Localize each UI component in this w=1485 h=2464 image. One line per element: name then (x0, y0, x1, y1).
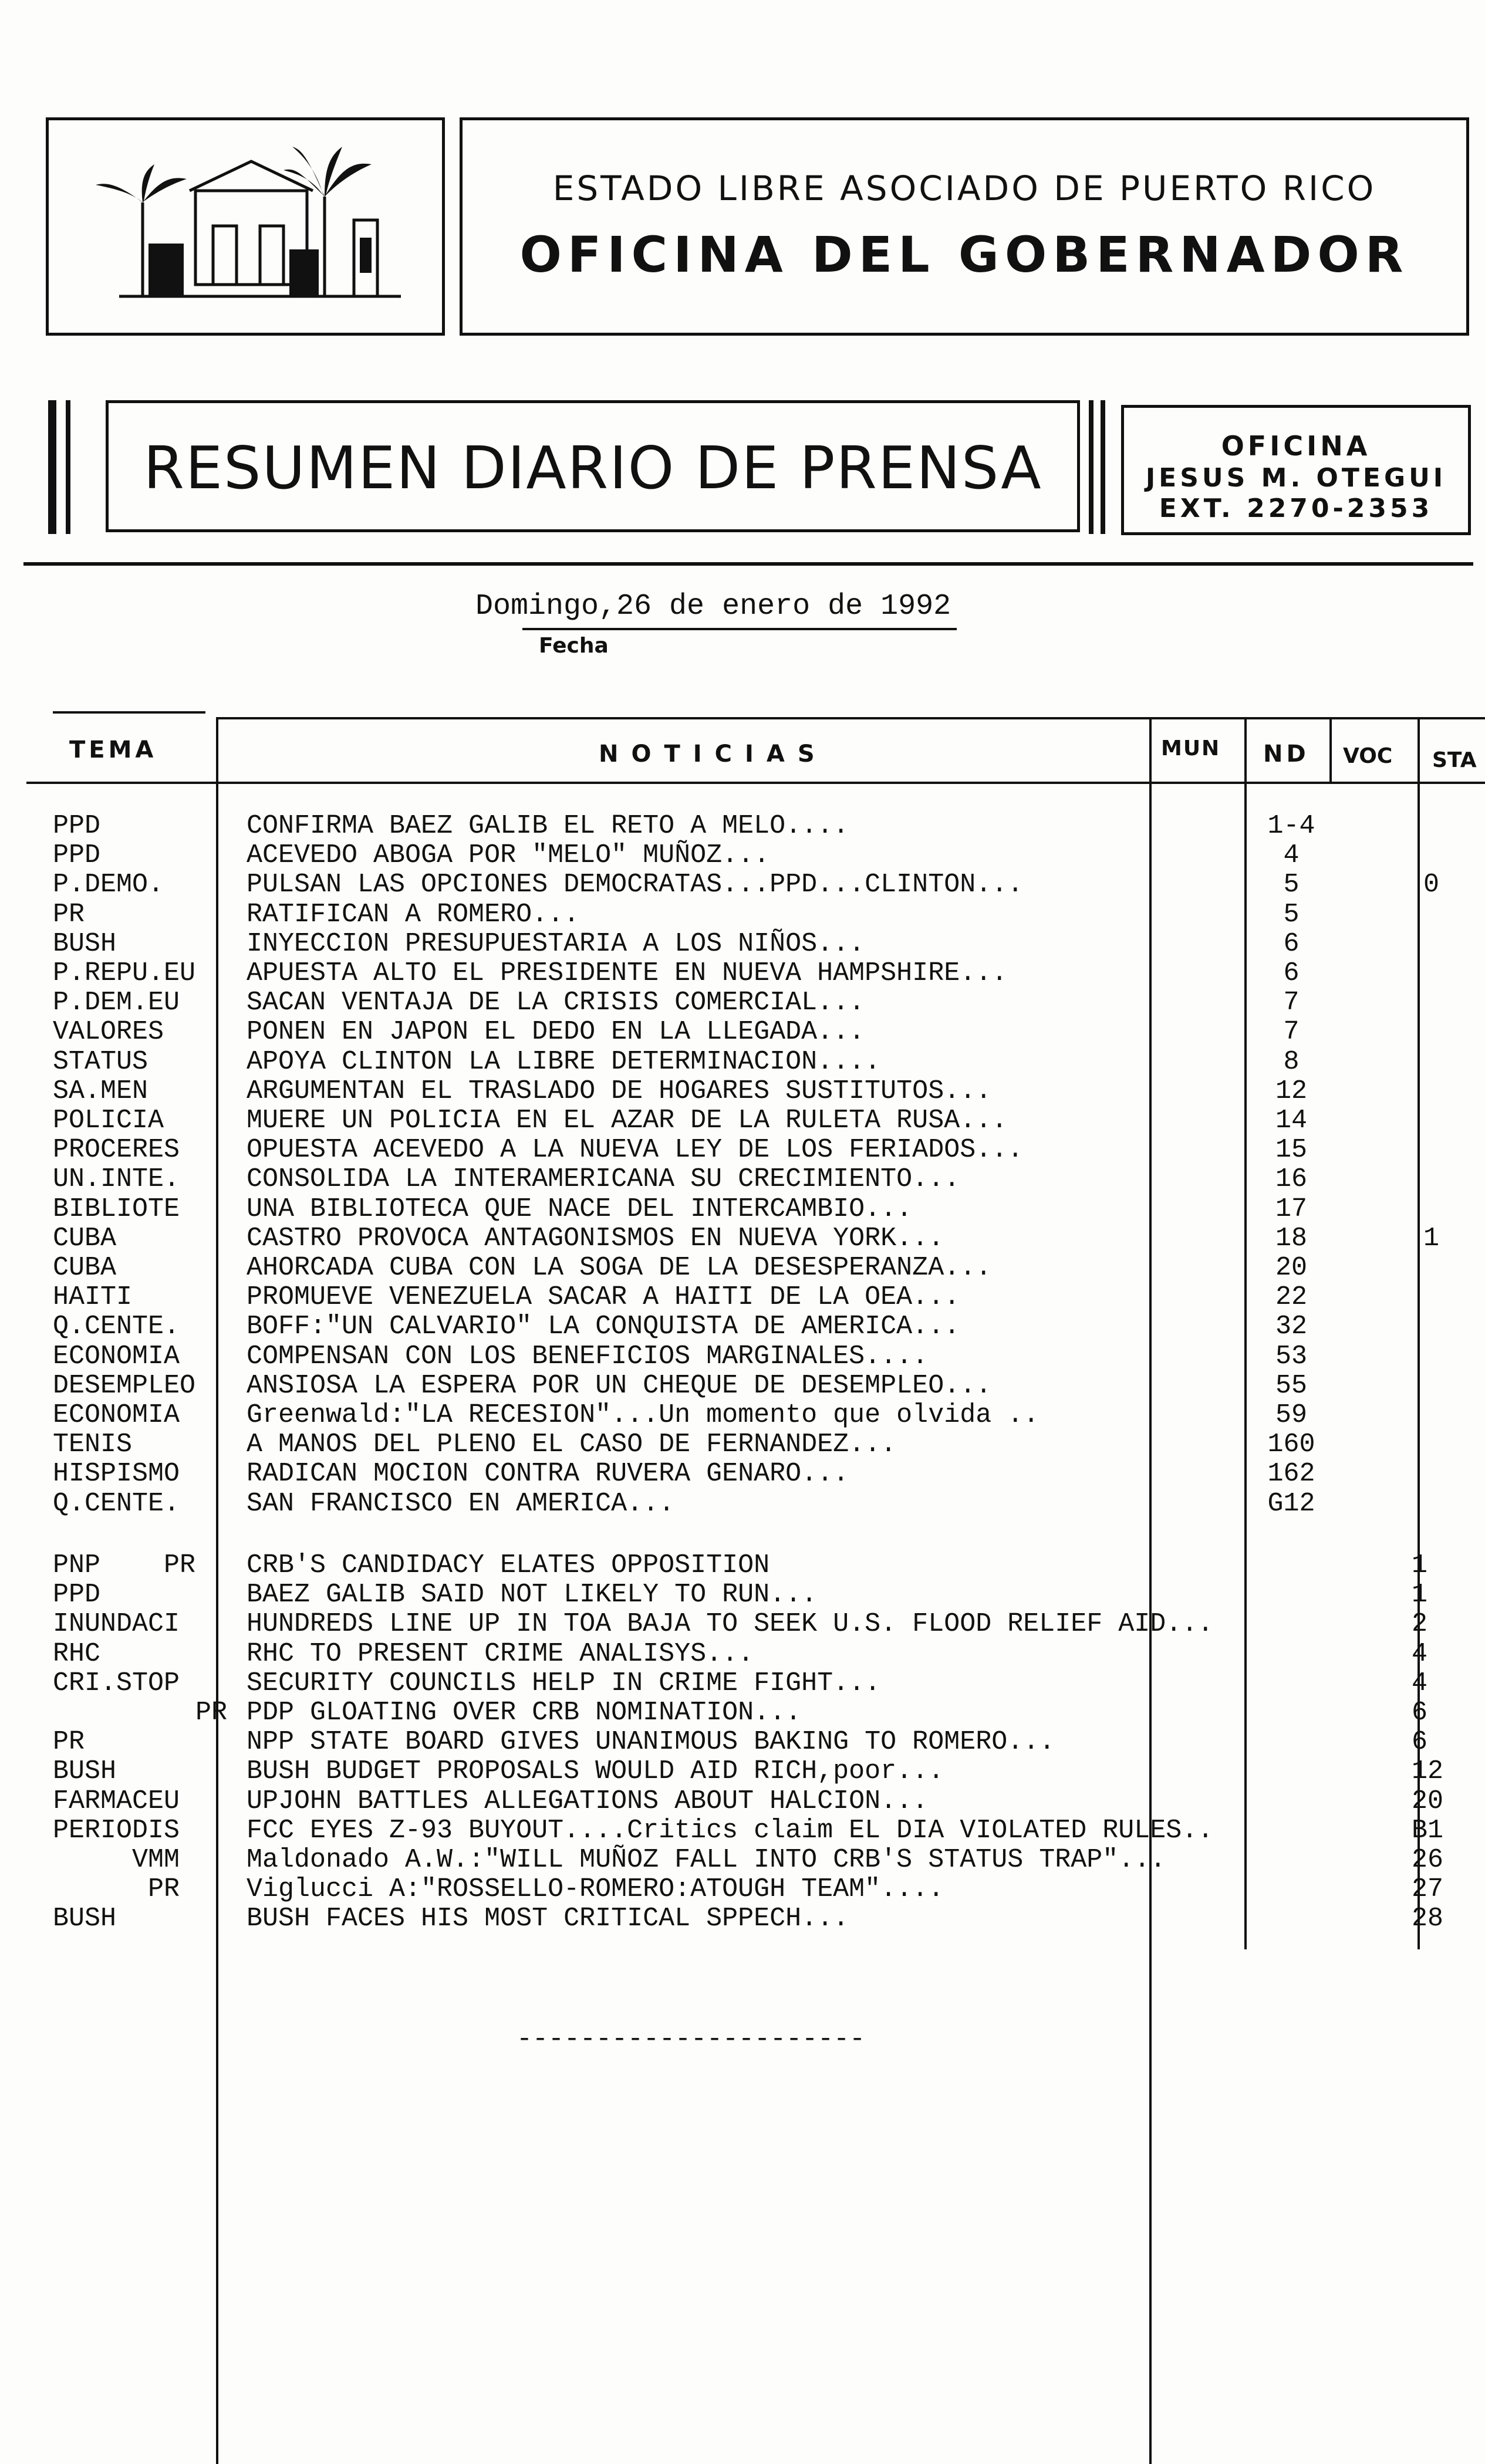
col-divider-nd (1329, 717, 1332, 782)
sta-cell: 2 (1412, 1609, 1428, 1639)
sta-cell: 28 (1412, 1904, 1444, 1934)
noticia-cell: PROMUEVE VENEZUELA SACAR A HAITI DE LA OEA... (247, 1282, 960, 1312)
tema-cell: P.DEMO. (53, 870, 164, 900)
noticia-cell: APUESTA ALTO EL PRESIDENTE EN NUEVA HAMPSHIRE... (247, 958, 1008, 988)
sta-cell: B1 (1412, 1816, 1444, 1846)
nd-cell: 4 (1283, 840, 1300, 870)
noticia-cell: ACEVEDO ABOGA POR "MELO" MUÑOZ... (247, 840, 770, 870)
tema-cell: HISPISMO (53, 1459, 180, 1489)
noticia-cell: A MANOS DEL PLENO EL CASO DE FERNANDEZ... (247, 1429, 897, 1459)
noticia-cell: PULSAN LAS OPCIONES DEMOCRATAS...PPD...CLINTON... (247, 870, 1024, 900)
nd-cell: 7 (1283, 1017, 1300, 1047)
sta-cell: 12 (1412, 1756, 1444, 1786)
noticia-cell: MUERE UN POLICIA EN EL AZAR DE LA RULETA RUSA... (247, 1106, 1008, 1135)
title-bar-left-2 (66, 400, 70, 534)
tema-cell: BIBLIOTE (53, 1194, 180, 1224)
tema-cell: BUSH (53, 929, 117, 959)
tema-cell: PROCERES (53, 1135, 180, 1165)
footer-dashes: ---------------------- (517, 2024, 866, 2054)
noticia-cell: COMPENSAN CON LOS BENEFICIOS MARGINALES.... (247, 1341, 929, 1371)
tema-cell: PERIODIS (53, 1816, 180, 1846)
tema-cell: FARMACEU (53, 1786, 180, 1816)
noticia-cell: ARGUMENTAN EL TRASLADO DE HOGARES SUSTITUTOS... (247, 1076, 992, 1106)
nd-cell: 15 (1275, 1135, 1307, 1165)
sta-cell: 26 (1412, 1845, 1444, 1875)
col-header-sta: STA (1432, 748, 1477, 772)
office-label: OFICINA (1221, 430, 1371, 462)
tema-cell: PPD (53, 811, 101, 841)
logo-box (46, 117, 445, 336)
noticia-cell: Maldonado A.W.:"WILL MUÑOZ FALL INTO CRB'S STATUS TRAP"... (247, 1845, 1166, 1875)
tema-cell: DESEMPLEO (53, 1371, 196, 1401)
noticia-cell: NPP STATE BOARD GIVES UNANIMOUS BAKING TO ROMERO... (247, 1727, 1055, 1757)
header-rule (23, 562, 1473, 566)
nd-cell: 162 (1267, 1459, 1315, 1489)
nd-cell: 8 (1283, 1047, 1300, 1077)
tema-cell: P.DEM.EU (53, 988, 180, 1018)
col-divider-tema (216, 717, 218, 2464)
noticia-cell: RATIFICAN A ROMERO... (247, 900, 580, 930)
date-text: Domingo,26 de enero de 1992 (475, 590, 951, 623)
nd-cell: 18 (1275, 1223, 1307, 1253)
nd-cell: 14 (1275, 1106, 1307, 1135)
noticia-cell: CASTRO PROVOCA ANTAGONISMOS EN NUEVA YORK... (247, 1223, 944, 1253)
noticia-cell: BOFF:"UN CALVARIO" LA CONQUISTA DE AMERICA... (247, 1312, 960, 1341)
table-header-rule (26, 782, 1485, 784)
tema-cell: Q.CENTE. (53, 1312, 180, 1341)
nd-cell: 22 (1275, 1282, 1307, 1312)
office-extension: EXT. 2270-2353 (1159, 494, 1433, 523)
noticia-cell: PONEN EN JAPON EL DEDO EN LA LLEGADA... (247, 1017, 865, 1047)
title-bar-right-2 (1101, 400, 1105, 534)
noticia-cell: SAN FRANCISCO EN AMERICA... (247, 1489, 675, 1519)
tema-cell: CUBA (53, 1223, 117, 1253)
nd-cell: G12 (1267, 1489, 1315, 1519)
col-header-noticias: NOTICIAS (599, 741, 828, 768)
col-divider-noticias (1149, 717, 1152, 2464)
tema-cell: PR (53, 1698, 228, 1728)
nd-cell: 12 (1275, 1076, 1307, 1106)
tema-cell: INUNDACI (53, 1609, 180, 1639)
nd-cell: 6 (1283, 929, 1300, 959)
tema-cell: BUSH (53, 1904, 117, 1934)
noticia-cell: RADICAN MOCION CONTRA RUVERA GENARO... (247, 1459, 849, 1489)
noticia-cell: Viglucci A:"ROSSELLO-ROMERO:ATOUGH TEAM".... (247, 1874, 944, 1904)
tema-cell: P.REPU.EU (53, 958, 196, 988)
noticia-cell: OPUESTA ACEVEDO A LA NUEVA LEY DE LOS FERIADOS... (247, 1135, 1024, 1165)
sta-cell: 1 (1412, 1550, 1428, 1580)
noticia-cell: BAEZ GALIB SAID NOT LIKELY TO RUN... (247, 1580, 818, 1610)
header-line-2: OFICINA DEL GOBERNADOR (519, 226, 1409, 283)
noticia-cell: AHORCADA CUBA CON LA SOGA DE LA DESESPERANZA... (247, 1253, 992, 1283)
tema-cell: POLICIA (53, 1106, 164, 1135)
tema-cell: SA.MEN (53, 1076, 148, 1106)
title-bar-right-1 (1089, 400, 1094, 534)
tema-cell: HAITI (53, 1282, 133, 1312)
noticia-cell: ANSIOSA LA ESPERA POR UN CHEQUE DE DESEMPLEO... (247, 1371, 992, 1401)
sta-cell: 6 (1412, 1698, 1428, 1728)
tema-cell: PR (53, 1727, 85, 1757)
tema-cell: Q.CENTE. (53, 1489, 180, 1519)
title-box (106, 400, 1080, 532)
document-title: RESUMEN DIARIO DE PRENSA (143, 434, 1042, 502)
tema-top-rule (53, 711, 205, 714)
title-bar-left-1 (48, 400, 56, 534)
tema-cell: PR (53, 1874, 180, 1904)
noticia-cell: BUSH FACES HIS MOST CRITICAL SPPECH... (247, 1904, 849, 1934)
sta-cell: 1 (1423, 1223, 1440, 1253)
noticia-cell: BUSH BUDGET PROPOSALS WOULD AID RICH,poor... (247, 1756, 944, 1786)
col-header-voc: VOC (1343, 744, 1393, 768)
nd-cell: 1-4 (1267, 811, 1315, 841)
office-box (1121, 405, 1471, 535)
noticia-cell: INYECCION PRESUPUESTARIA A LOS NIÑOS... (247, 929, 865, 959)
tema-cell: VMM (53, 1845, 180, 1875)
col-header-tema: TEMA (69, 736, 157, 763)
tema-cell: PPD (53, 1580, 101, 1610)
sta-cell: 20 (1412, 1786, 1444, 1816)
noticia-cell: Greenwald:"LA RECESION"...Un momento que olvida .. (247, 1400, 1040, 1430)
sta-cell: 1 (1412, 1580, 1428, 1610)
tema-cell: BUSH (53, 1756, 117, 1786)
governor-mansion-logo (49, 120, 442, 333)
noticia-cell: CRB'S CANDIDACY ELATES OPPOSITION (247, 1550, 770, 1580)
col-header-nd: ND (1263, 741, 1310, 768)
tema-cell: TENIS (53, 1429, 133, 1459)
noticia-cell: SECURITY COUNCILS HELP IN CRIME FIGHT... (247, 1668, 881, 1698)
nd-cell: 7 (1283, 988, 1300, 1018)
nd-cell: 20 (1275, 1253, 1307, 1283)
sta-cell: 27 (1412, 1874, 1444, 1904)
noticia-cell: UPJOHN BATTLES ALLEGATIONS ABOUT HALCION... (247, 1786, 929, 1816)
nd-cell: 55 (1275, 1371, 1307, 1401)
sta-cell: 4 (1412, 1639, 1428, 1669)
date-label: Fecha (539, 634, 609, 658)
nd-cell: 53 (1275, 1341, 1307, 1371)
noticia-cell: UNA BIBLIOTECA QUE NACE DEL INTERCAMBIO... (247, 1194, 913, 1224)
nd-cell: 59 (1275, 1400, 1307, 1430)
tema-cell: PPD (53, 840, 101, 870)
sta-cell: 0 (1423, 870, 1440, 900)
noticia-cell: HUNDREDS LINE UP IN TOA BAJA TO SEEK U.S. FLOOD RELIEF AID... (247, 1609, 1214, 1639)
header-line-1: ESTADO LIBRE ASOCIADO DE PUERTO RICO (552, 168, 1376, 208)
sta-cell: 6 (1412, 1727, 1428, 1757)
tema-cell: UN.INTE. (53, 1164, 180, 1194)
tema-cell: STATUS (53, 1047, 148, 1077)
noticia-cell: CONFIRMA BAEZ GALIB EL RETO A MELO.... (247, 811, 849, 841)
noticia-cell: RHC TO PRESENT CRIME ANALISYS... (247, 1639, 754, 1669)
tema-cell: ECONOMIA (53, 1400, 180, 1430)
tema-cell: ECONOMIA (53, 1341, 180, 1371)
nd-cell: 5 (1283, 900, 1300, 930)
noticia-cell: APOYA CLINTON LA LIBRE DETERMINACION.... (247, 1047, 881, 1077)
nd-cell: 17 (1275, 1194, 1307, 1224)
government-header (460, 117, 1469, 336)
noticia-cell: PDP GLOATING OVER CRB NOMINATION... (247, 1698, 802, 1728)
tema-cell: PR (53, 900, 85, 930)
tema-cell: PNP PR (53, 1550, 196, 1580)
noticia-cell: SACAN VENTAJA DE LA CRISIS COMERCIAL... (247, 988, 865, 1018)
tema-cell: CUBA (53, 1253, 117, 1283)
col-header-mun: MUN (1161, 736, 1221, 761)
nd-cell: 32 (1275, 1312, 1307, 1341)
tema-cell: VALORES (53, 1017, 164, 1047)
date-underline (522, 628, 957, 630)
tema-cell: CRI.STOP (53, 1668, 180, 1698)
nd-cell: 16 (1275, 1164, 1307, 1194)
sta-cell: 4 (1412, 1668, 1428, 1698)
nd-cell: 5 (1283, 870, 1300, 900)
tema-cell: RHC (53, 1639, 101, 1669)
nd-cell: 6 (1283, 958, 1300, 988)
table-top-rule (216, 717, 1485, 719)
noticia-cell: CONSOLIDA LA INTERAMERICANA SU CRECIMIENTO... (247, 1164, 960, 1194)
noticia-cell: FCC EYES Z-93 BUYOUT....Critics claim EL DIA VIOLATED RULES.. (247, 1816, 1214, 1846)
office-name: JESUS M. OTEGUI (1145, 463, 1447, 493)
nd-cell: 160 (1267, 1429, 1315, 1459)
